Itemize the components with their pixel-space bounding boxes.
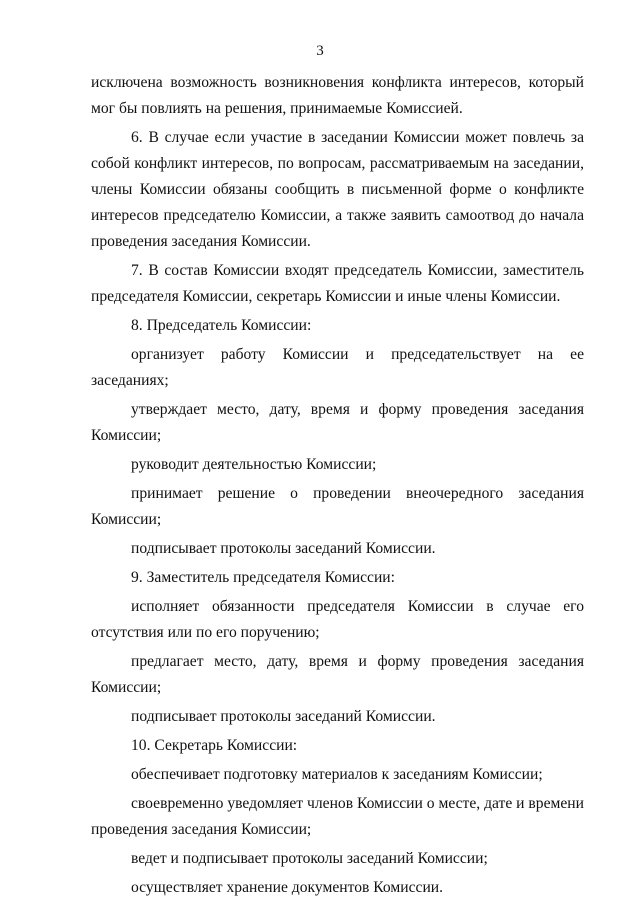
list-item: организует работу Комиссии и председательствует на ее заседаниях; [91,346,584,389]
list-item: ведет и подписывает протоколы заседаний Комиссии; [131,850,488,867]
list-item: утверждает место, дату, время и форму проведения заседания Комиссии; [91,401,584,444]
list-item: подписывает протоколы заседаний Комиссии. [131,708,436,725]
paragraph-item-6: 6. В случае если участие в заседании Комиссии может повлечь за собой конфликт интересов, по вопросам, рассматриваемым на заседании, члены Комиссии обязаны сообщить в письменной форме о конфликте интересов председателю Комиссии, а также заявить самоотвод до начала проведения заседания Комиссии. [91,129,584,250]
list-item: руководит деятельностью Комиссии; [131,456,377,473]
list-item: своевременно уведомляет членов Комиссии о месте, дате и времени проведения заседания Комиссии; [91,795,584,838]
paragraph-item-7: 7. В состав Комиссии входят председатель Комиссии, заместитель председателя Комиссии, секретарь Комиссии и иные члены Комиссии. [91,262,584,305]
list-item: исполняет обязанности председателя Комиссии в случае его отсутствия или по его поручению; [91,598,584,641]
list-item: принимает решение о проведении внеочередного заседания Комиссии; [91,485,584,528]
paragraph-continuation: исключена возможность возникновения конфликта интересов, который мог бы повлиять на решения, принимаемые Комиссией. [91,74,584,117]
list-item: предлагает место, дату, время и форму проведения заседания Комиссии; [91,653,584,696]
document-body [91,70,584,901]
paragraph-item-8-heading: 8. Председатель Комиссии: [131,317,312,334]
list-item: осуществляет хранение документов Комиссии. [131,879,444,896]
list-item: подписывает протоколы заседаний Комиссии. [131,540,436,557]
page-number: 3 [316,43,324,59]
paragraph-item-9-heading: 9. Заместитель председателя Комиссии: [131,569,395,586]
paragraph-item-10-heading: 10. Секретарь Комиссии: [131,737,298,754]
list-item: обеспечивает подготовку материалов к заседаниям Комиссии; [131,766,543,783]
